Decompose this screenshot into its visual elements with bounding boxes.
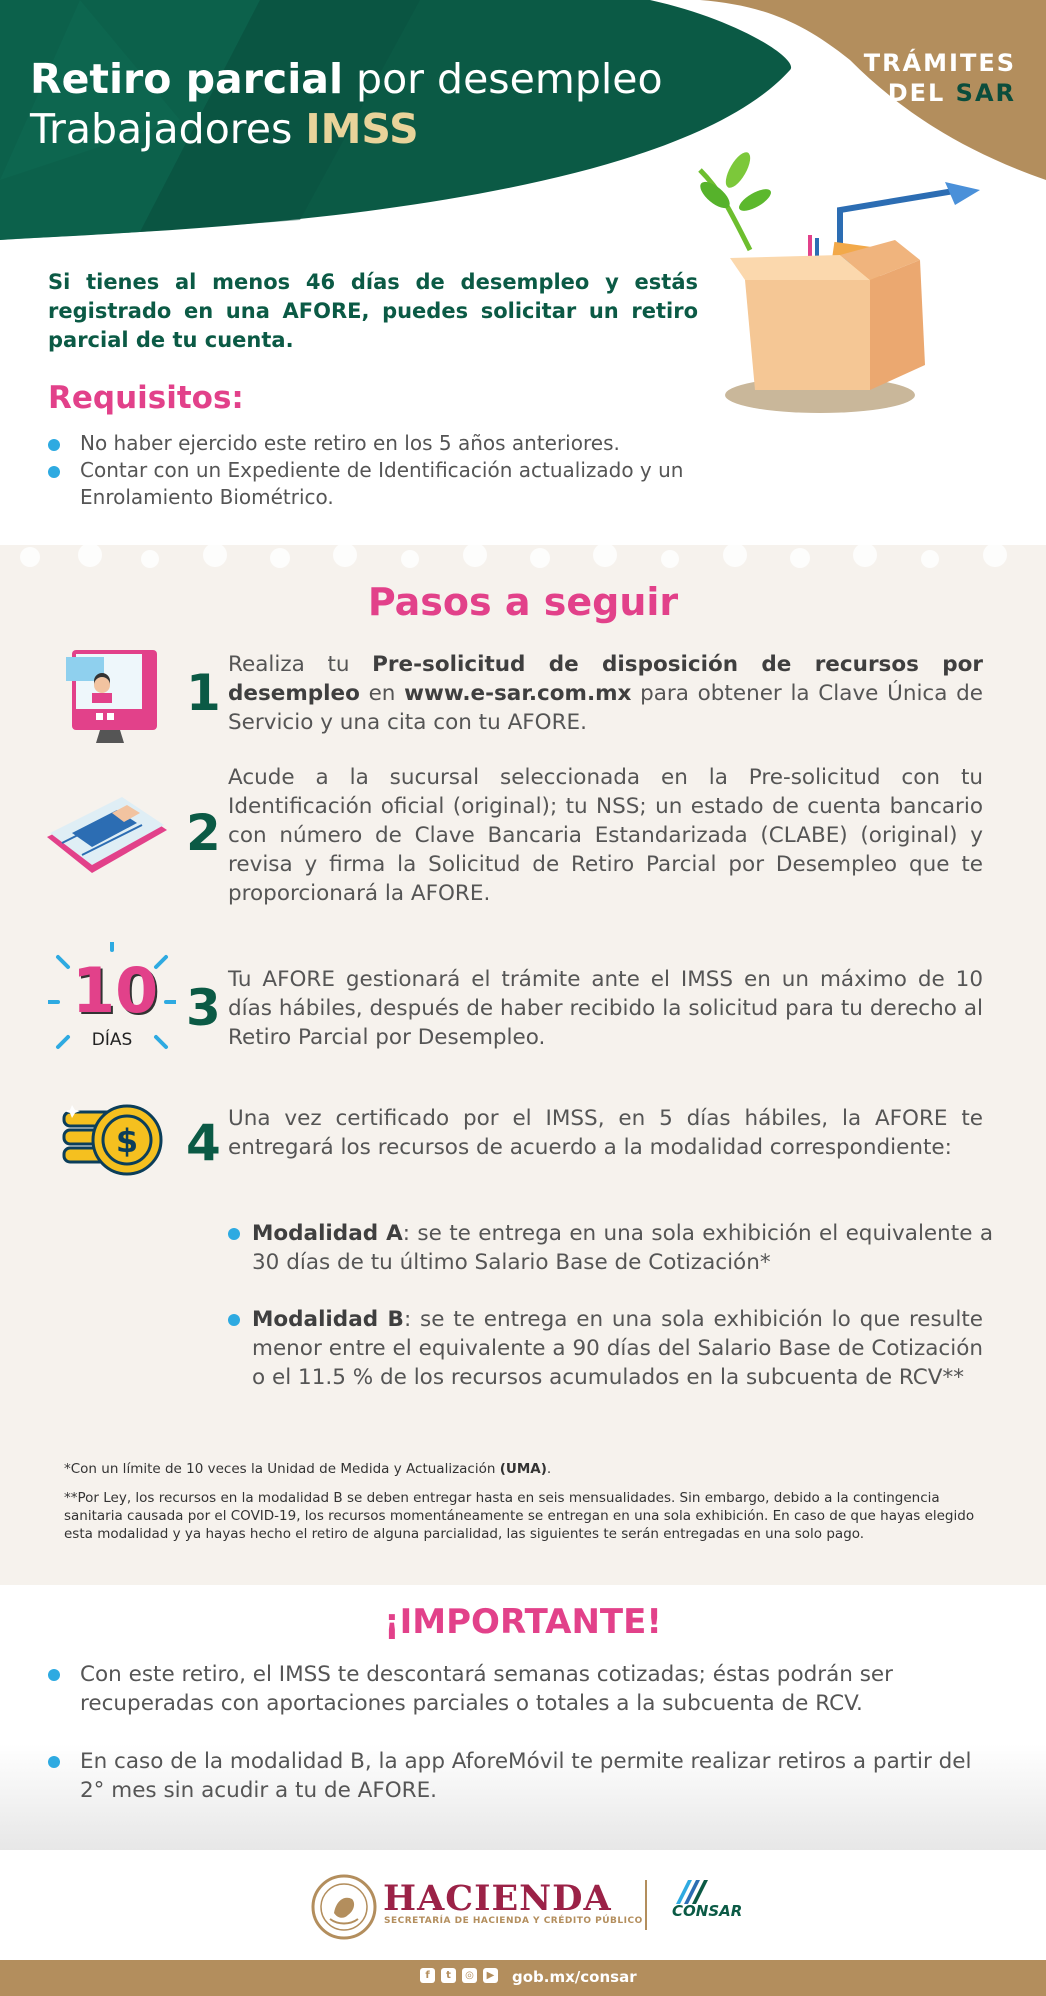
e-sar-link[interactable]: www.e-sar.com.mx [404, 681, 632, 706]
tramites-del-sar-badge: TRÁMITES DEL SAR [863, 49, 1016, 107]
step-4-text: Una vez certificado por el IMSS, en 5 días hábiles, la AFORE te entregará los recursos de acuerdo a la modalidad correspondiente: [228, 1106, 983, 1160]
decorative-pattern [0, 545, 1046, 575]
bullet-icon [48, 1669, 60, 1681]
list-item: En caso de la modalidad B, la app AforeMóvil te permite realizar retiros a partir del 2° mes sin acudir a tu de AFORE. [48, 1747, 978, 1805]
importante-list [48, 1660, 978, 1718]
list-item: No haber ejercido este retiro en los 5 años anteriores. [48, 430, 768, 457]
bullet-icon [48, 439, 60, 451]
modalidad-a: Modalidad A: se te entrega en una sola exhibición el equivalente a 30 días de tu último Salario Base de Cotización* [228, 1219, 993, 1277]
social-icons [420, 1968, 498, 1983]
gob-consar-link[interactable]: gob.mx/consar [512, 1968, 637, 1986]
step-2-text: Acude a la sucursal seleccionada en la Pre-solicitud con tu Identificación oficial (original); tu NSS; un estado de cuenta bancario con número de Clave Bancaria Estandarizada (CLABE) (original) y revisa y firma la Solicitud de Retiro Parcial por Desempleo que te proporcionará la AFORE. [228, 765, 983, 906]
bullet-icon [228, 1228, 240, 1240]
ten-days-icon [48, 942, 176, 1062]
intro-text: Si tienes al menos 46 días de desempleo y estás registrado en una AFORE, puedes solicitar un retiro parcial de tu cuenta. [48, 270, 698, 352]
computer-profile-icon [62, 645, 162, 750]
step-3-text: Tu AFORE gestionará el trámite ante el IMSS en un máximo de 10 días hábiles, después de haber recibido la solicitud para tu derecho al Retiro Parcial por Desempleo. [228, 967, 983, 1050]
bullet-icon [48, 466, 60, 478]
bullet-icon [48, 1756, 60, 1768]
footnote-2: **Por Ley, los recursos en la modalidad B se deben entregar hasta en seis mensualidades. Sin embargo, debido a la contingencia sanitaria causada por el COVID-19, los recursos momentáneamente se entregan en una sola exhibición. En caso de que hayas elegido esta modalidad y ya hayas hecho el retiro de alguna parcialidad, las siguientes te serán entregadas en una solo pago. [64, 1490, 975, 1542]
bullet-icon [228, 1314, 240, 1326]
list-item: Contar con un Expediente de Identificación actualizado y un Enrolamiento Biométrico. [48, 457, 768, 511]
svg-text:$: $ [115, 1122, 139, 1160]
twitter-icon[interactable]: t [441, 1968, 456, 1983]
list-item: Con este retiro, el IMSS te descontará semanas cotizadas; éstas podrán ser recuperadas con aportaciones parciales o totales a la subcuenta de RCV. [48, 1660, 978, 1718]
hacienda-logo: HACIENDA [383, 1878, 612, 1919]
requisitos-list [48, 430, 768, 511]
hacienda-subtitle: SECRETARÍA DE HACIENDA Y CRÉDITO PÚBLICO [384, 1916, 643, 1926]
mexico-seal-icon [310, 1873, 378, 1941]
id-card-icon [42, 795, 172, 880]
facebook-icon[interactable]: f [420, 1968, 435, 1983]
importante-heading: ¡IMPORTANTE! [384, 1602, 662, 1642]
instagram-icon[interactable]: ◎ [462, 1968, 477, 1983]
modalidad-b: Modalidad B: se te entrega en una sola exhibición lo que resulte menor entre el equivalente a 90 días del Salario Base de Cotización o el 11.5 % de los recursos acumulados en la subcuenta de RCV** [228, 1305, 983, 1392]
pasos-heading: Pasos a seguir [367, 580, 679, 624]
logo-divider [645, 1880, 647, 1930]
step-number-1: 1 [186, 664, 221, 722]
days-label: DÍAS [91, 1030, 133, 1050]
ten-number: 10 [72, 954, 159, 1027]
requisitos-heading: Requisitos: [48, 380, 244, 416]
step-number-3: 3 [186, 979, 221, 1037]
consar-logo: CONSAR [672, 1902, 743, 1920]
box-illustration-icon [690, 150, 980, 420]
step-1-text: Realiza tu Pre-solicitud de disposición de recursos por desempleo en www.e-sar.com.mx para obtener la Clave Única de Servicio y una cita con tu AFORE. [228, 652, 983, 735]
coins-icon [62, 1100, 167, 1180]
step-number-2: 2 [186, 804, 221, 862]
page-title: Retiro parcial por desempleo Trabajadores IMSS [30, 55, 663, 153]
footnote-1: *Con un límite de 10 veces la Unidad de Medida y Actualización (UMA). [64, 1461, 552, 1477]
youtube-icon[interactable]: ▶ [483, 1968, 498, 1983]
importante-list-2 [48, 1747, 978, 1805]
step-number-4: 4 [186, 1114, 221, 1172]
